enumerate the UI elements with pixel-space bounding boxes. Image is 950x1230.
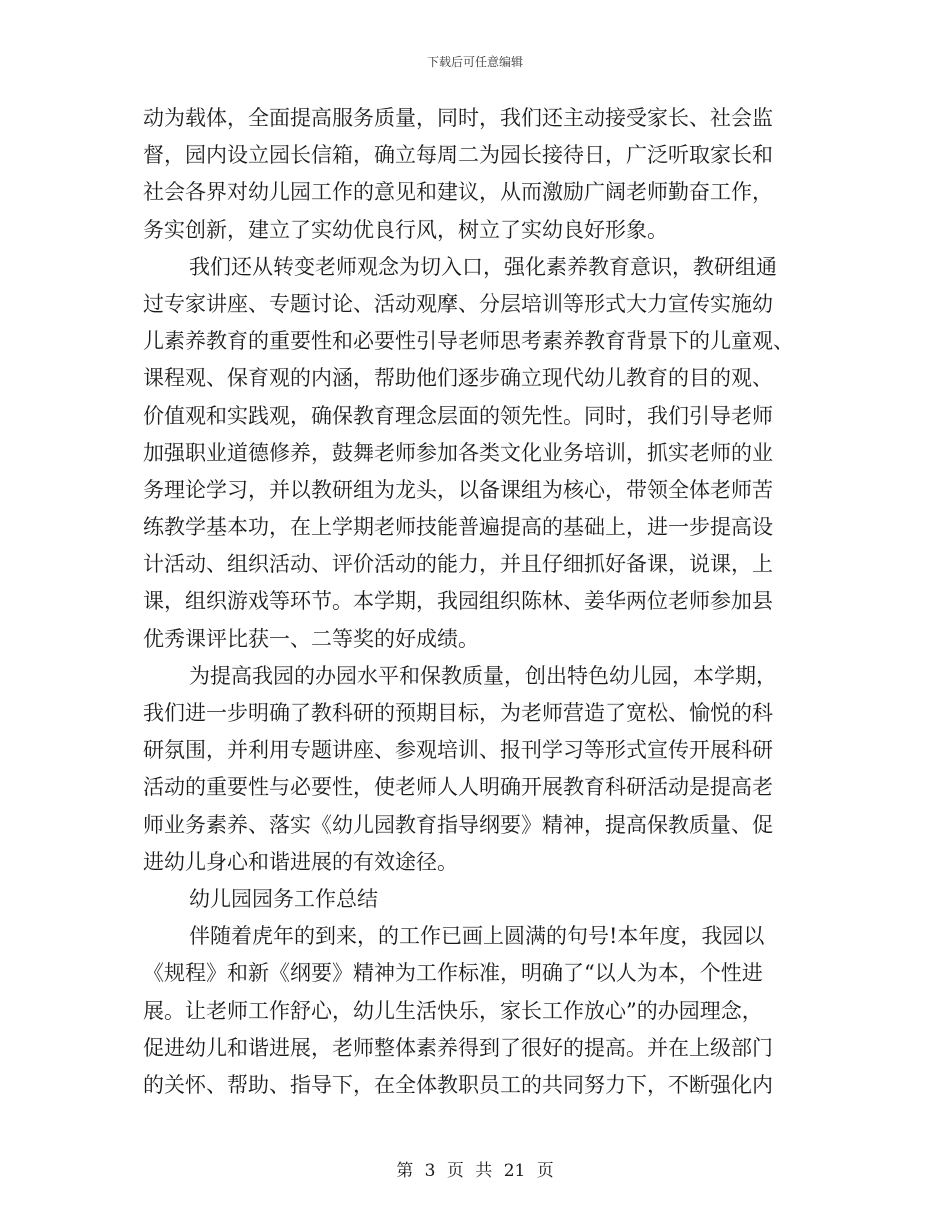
text-line: 《规程》和新《纲要》精神为工作标准，明确了“以人为本，个性进 bbox=[143, 961, 763, 986]
text-line: 进幼儿身心和谐进展的有效途径。 bbox=[143, 849, 458, 874]
text-line: 伴随着虎年的到来，的工作已画上圆满的句号!本年度，我园以 bbox=[189, 924, 765, 949]
text-line: 展。让老师工作舒心，幼儿生活快乐，家长工作放心”的办园理念， bbox=[143, 998, 763, 1023]
document-body bbox=[143, 100, 807, 1104]
text-line: 练教学基本功，在上学期老师技能普遍提高的基础上，进一步提高设 bbox=[143, 515, 773, 540]
text-line: 社会各界对幼儿园工作的意见和建议，从而激励广阔老师勤奋工作， bbox=[143, 180, 773, 205]
text-line: 务实创新，建立了实幼优良行风，树立了实幼良好形象。 bbox=[143, 217, 668, 242]
text-line: 儿素养教育的重要性和必要性引导老师思考素养教育背景下的儿童观、 bbox=[143, 329, 794, 354]
page-header: 下载后可任意编辑 bbox=[426, 55, 523, 69]
text-line: 优秀课评比获一、二等奖的好成绩。 bbox=[143, 626, 479, 651]
text-line: 我们还从转变老师观念为切入口，强化素养教育意识，教研组通 bbox=[189, 254, 777, 279]
page-footer: 第 3 页 共 21 页 bbox=[396, 1161, 554, 1181]
text-line: 师业务素养、落实《幼儿园教育指导纲要》精神，提高保教质量、促 bbox=[143, 812, 773, 837]
text-line: 我们进一步明确了教科研的预期目标，为老师营造了宽松、愉悦的科 bbox=[143, 701, 773, 725]
text-line: 加强职业道德修养，鼓舞老师参加各类文化业务培训，抓实老师的业 bbox=[143, 440, 773, 465]
text-line: 督，园内设立园长信箱，确立每周二为园长接待日，广泛听取家长和 bbox=[143, 143, 773, 168]
text-line: 课程观、保育观的内涵，帮助他们逐步确立现代幼儿教育的目的观、 bbox=[143, 366, 773, 391]
text-line: 计活动、组织活动、评价活动的能力，并且仔细抓好备课，说课，上 bbox=[143, 552, 773, 577]
text-line: 的关怀、帮助、指导下，在全体教职员工的共同努力下，不断强化内 bbox=[143, 1072, 773, 1097]
text-line: 为提高我园的办园水平和保教质量，创出特色幼儿园，本学期， bbox=[189, 663, 777, 688]
text-line: 幼儿园园务工作总结 bbox=[189, 886, 378, 911]
text-line: 务理论学习，并以教研组为龙头，以备课组为核心，带领全体老师苦 bbox=[143, 477, 773, 502]
text-line: 价值观和实践观，确保教育理念层面的领先性。同时，我们引导老师 bbox=[143, 403, 773, 428]
text-line: 促进幼儿和谐进展，老师整体素养得到了很好的提高。并在上级部门 bbox=[143, 1035, 773, 1060]
text-line: 研氛围，并利用专题讲座、参观培训、报刊学习等形式宣传开展科研 bbox=[143, 738, 773, 763]
text-line: 动为载体，全面提高服务质量，同时，我们还主动接受家长、社会监 bbox=[143, 106, 773, 130]
text-line: 活动的重要性与必要性，使老师人人明确开展教育科研活动是提高老 bbox=[143, 775, 773, 800]
text-line: 课，组织游戏等环节。本学期，我园组织陈林、姜华两位老师参加县 bbox=[143, 589, 773, 614]
text-line: 过专家讲座、专题讨论、活动观摩、分层培训等形式大力宣传实施幼 bbox=[143, 291, 773, 316]
